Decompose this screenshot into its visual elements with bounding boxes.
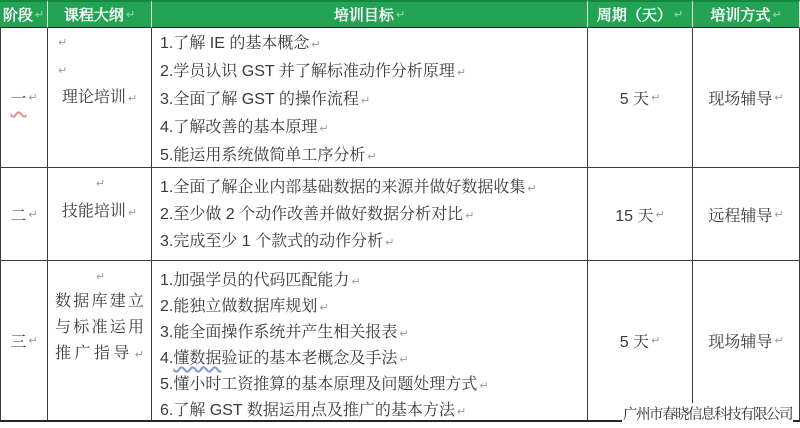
objective-line: 3.完成至少 1 个款式的动作分析 ↵ bbox=[160, 233, 395, 250]
method-cell bbox=[693, 261, 800, 422]
outline-label: 理论培训 bbox=[61, 89, 126, 106]
paragraph-mark-icon: ↵ bbox=[127, 206, 138, 219]
empty-paragraph bbox=[48, 56, 151, 84]
paragraph-mark-icon: ↵ bbox=[399, 353, 409, 366]
method-cell bbox=[693, 168, 800, 261]
outline-cell bbox=[48, 168, 152, 261]
paragraph-mark-icon: ↵ bbox=[772, 8, 782, 21]
paragraph-mark-icon: ↵ bbox=[655, 207, 665, 221]
objective-line: 3.全面了解 GST 的操作流程 ↵ bbox=[160, 91, 371, 108]
header-label: 阶段 bbox=[2, 7, 33, 24]
stage-label: 三 bbox=[10, 334, 27, 351]
paragraph-mark-icon: ↵ bbox=[58, 64, 68, 77]
paragraph-mark-icon: ↵ bbox=[95, 177, 106, 190]
stage-label: 二 bbox=[10, 207, 27, 225]
paragraph-mark-icon: ↵ bbox=[479, 379, 489, 392]
period-cell bbox=[588, 28, 693, 168]
paragraph-mark-icon: ↵ bbox=[28, 207, 38, 221]
objectives-cell bbox=[152, 28, 588, 168]
header-label: 课程大纲 bbox=[63, 7, 124, 24]
paragraph-mark-icon: ↵ bbox=[125, 8, 136, 21]
objective-line: 2.能独立做数据库规划 ↵ bbox=[160, 298, 329, 315]
header-cell-outline bbox=[48, 0, 152, 28]
paragraph-mark-icon: ↵ bbox=[127, 92, 138, 105]
paragraph-mark-icon: ↵ bbox=[311, 38, 321, 51]
objective-line: 1.了解 IE 的基本概念 ↵ bbox=[160, 35, 321, 52]
outline-cell bbox=[48, 261, 152, 422]
objectives-cell bbox=[152, 168, 588, 261]
paragraph-mark-icon: ↵ bbox=[456, 66, 467, 79]
method-value: 远程辅导 bbox=[708, 207, 773, 225]
company-watermark: 广州市春晓信息科技有限公司 bbox=[622, 403, 793, 424]
period-cell bbox=[588, 168, 693, 261]
outline-line bbox=[48, 84, 151, 112]
header-cell-period bbox=[588, 0, 693, 28]
stage-cell bbox=[0, 168, 48, 261]
header-label: 周期（天） bbox=[596, 7, 672, 24]
paragraph-mark-icon: ↵ bbox=[319, 301, 329, 314]
paragraph-mark-icon: ↵ bbox=[134, 348, 144, 361]
paragraph-mark-icon: ↵ bbox=[465, 209, 475, 222]
outline-label: 技能培训 bbox=[61, 203, 126, 220]
header-label: 培训方式 bbox=[710, 7, 771, 24]
period-value: 15 天 bbox=[615, 207, 654, 225]
outline-line bbox=[48, 197, 151, 226]
header-cell-stage bbox=[0, 0, 48, 28]
objective-line: 5.能运用系统做简单工序分析 ↵ bbox=[160, 147, 377, 164]
paragraph-mark-icon: ↵ bbox=[95, 270, 106, 283]
objective-line: 3.能全面操作系统并产生相关报表 ↵ bbox=[160, 324, 409, 341]
grammar-check-text: 懂数据 bbox=[173, 350, 222, 367]
empty-paragraph bbox=[48, 28, 151, 56]
objectives-cell bbox=[152, 261, 588, 422]
paragraph-mark-icon: ↵ bbox=[351, 275, 361, 288]
paragraph-mark-icon: ↵ bbox=[395, 8, 406, 21]
period-value: 5 天 bbox=[619, 91, 650, 108]
outline-line: 与标准运用 bbox=[55, 319, 144, 336]
paragraph-mark-icon: ↵ bbox=[651, 91, 661, 104]
paragraph-mark-icon: ↵ bbox=[456, 405, 467, 418]
objective-line: 1.加强学员的代码匹配能力 ↵ bbox=[160, 272, 361, 289]
header-cell-method bbox=[693, 0, 800, 28]
objective-line: 2.学员认识 GST 并了解标准动作分析原理 ↵ bbox=[160, 63, 467, 80]
paragraph-mark-icon: ↵ bbox=[399, 327, 409, 340]
paragraph-mark-icon: ↵ bbox=[527, 182, 537, 195]
paragraph-mark-icon: ↵ bbox=[774, 334, 784, 347]
paragraph-mark-icon: ↵ bbox=[774, 207, 784, 221]
paragraph-mark-icon: ↵ bbox=[319, 122, 329, 135]
method-value: 现场辅导 bbox=[708, 91, 773, 108]
paragraph-mark-icon: ↵ bbox=[651, 334, 661, 347]
objective-line: 4.了解改善的基本原理 ↵ bbox=[160, 119, 329, 136]
objective-line: 5.懂小时工资推算的基本原理及问题处理方式 ↵ bbox=[160, 376, 489, 393]
paragraph-mark-icon: ↵ bbox=[673, 8, 684, 21]
empty-paragraph bbox=[48, 168, 151, 197]
objective-line: 4.懂数据验证的基本老概念及手法 ↵ bbox=[160, 350, 409, 367]
outline-line: 推广指导 ↵ bbox=[55, 345, 144, 362]
paragraph-mark-icon: ↵ bbox=[58, 36, 68, 49]
paragraph-mark-icon: ↵ bbox=[28, 91, 38, 104]
header-cell-objectives bbox=[152, 0, 588, 28]
period-value: 5 天 bbox=[619, 334, 650, 351]
stage-cell bbox=[0, 28, 48, 168]
objective-line: 2.至少做 2 个动作改善并做好数据分析对比 ↵ bbox=[160, 206, 475, 223]
objective-line: 1.全面了解企业内部基础数据的来源并做好数据收集 ↵ bbox=[160, 179, 537, 196]
paragraph-mark-icon: ↵ bbox=[34, 8, 45, 21]
method-cell bbox=[693, 28, 800, 168]
paragraph-mark-icon: ↵ bbox=[774, 91, 784, 104]
objective-line: 6.了解 GST 数据运用点及推广的基本方法 ↵ bbox=[160, 402, 467, 419]
paragraph-mark-icon: ↵ bbox=[360, 94, 371, 107]
paragraph-mark-icon: ↵ bbox=[28, 334, 38, 347]
empty-paragraph bbox=[48, 263, 151, 289]
stage-cell bbox=[0, 261, 48, 422]
outline-cell bbox=[48, 28, 152, 168]
outline-line: 数据库建立 bbox=[55, 293, 144, 310]
header-label: 培训目标 bbox=[333, 7, 394, 24]
period-cell bbox=[588, 261, 693, 422]
paragraph-mark-icon: ↵ bbox=[385, 236, 395, 249]
stage-label: 一 bbox=[10, 91, 27, 108]
method-value: 现场辅导 bbox=[708, 334, 773, 351]
paragraph-mark-icon: ↵ bbox=[367, 150, 377, 163]
